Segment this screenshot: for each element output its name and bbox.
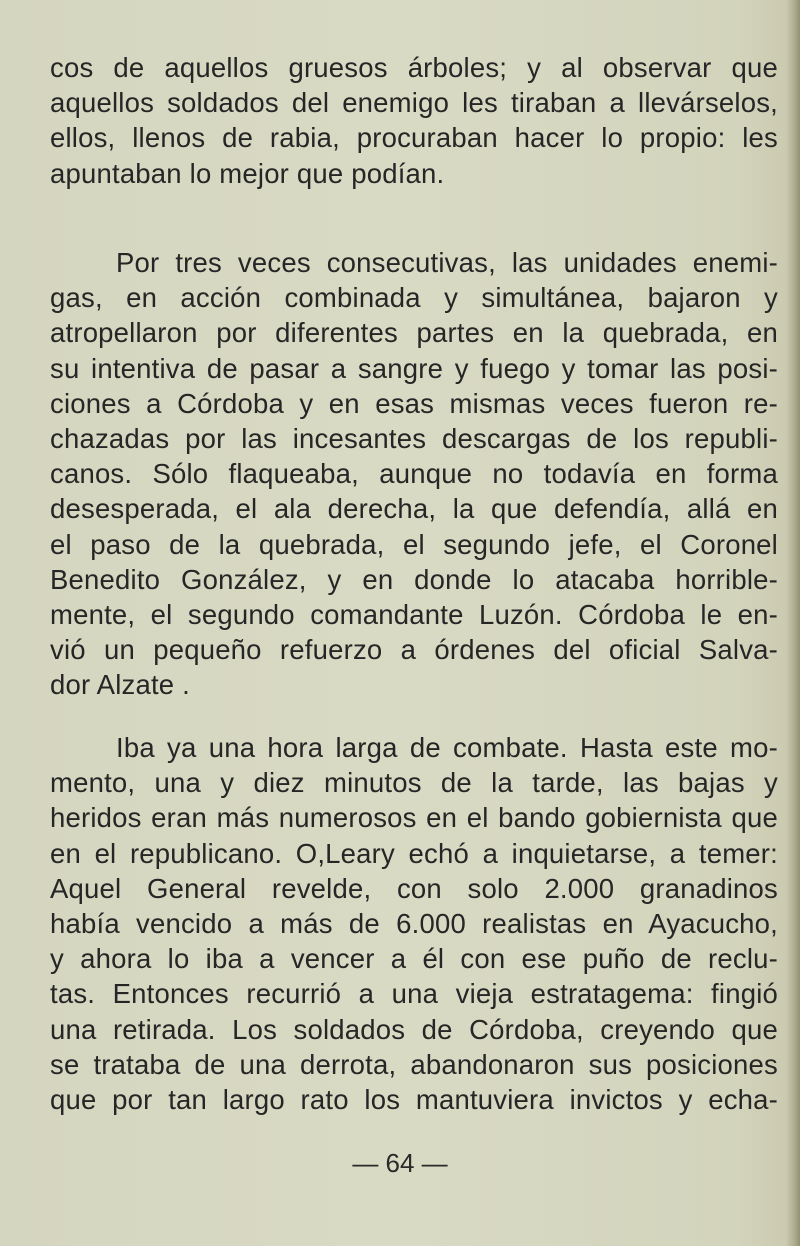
- text-line: mento, una y diez minutos de la tarde, las bajas y: [50, 767, 778, 799]
- text-line: gas, en acción combinada y simultánea, bajaron y: [50, 282, 778, 314]
- text-line: cos de aquellos gruesos árboles; y al observar que: [50, 52, 778, 83]
- text-line: Por tres veces consecutivas, las unidades enemi-: [116, 247, 778, 278]
- text-line: en el republicano. O,Leary echó a inquietarse, a temer:: [50, 837, 778, 869]
- text-line: vió un pequeño refuerzo a órdenes del oficial Salva-: [50, 634, 778, 666]
- text-line: y ahora lo iba a vencer a él con ese puño de reclu-: [50, 943, 778, 975]
- text-line: canos. Sólo flaqueaba, aunque no todavía en forma: [50, 458, 778, 490]
- page-number: — 64 —: [352, 1148, 448, 1178]
- text-line: tas. Entonces recurrió a una vieja estratagema: fingió: [50, 978, 778, 1010]
- text-line: mente, el segundo comandante Luzón. Córdoba le en-: [50, 599, 778, 631]
- paragraph-3: [50, 730, 778, 1117]
- text-line: Aquel General revelde, con solo 2.000 granadinos: [50, 872, 778, 904]
- text-line: Benedito González, y en donde lo atacaba horrible-: [50, 563, 778, 595]
- page-edge-shadow: [786, 0, 800, 1246]
- text-line: había vencido a más de 6.000 realistas en Ayacucho,: [50, 908, 778, 940]
- text-line: dor Alzate .: [50, 669, 190, 701]
- text-line: el paso de la quebrada, el segundo jefe, el Coronel: [50, 528, 778, 560]
- paragraph-1: [50, 50, 778, 191]
- text-line: ellos, llenos de rabia, procuraban hacer lo propio: les: [50, 122, 778, 154]
- text-line: que por tan largo rato los mantuviera invictos y echa-: [50, 1084, 778, 1116]
- paragraph-2: [50, 245, 778, 703]
- text-line: apuntaban lo mejor que podían.: [50, 157, 445, 189]
- text-line: desesperada, el ala derecha, la que defendía, allá en: [50, 493, 778, 525]
- text-line: Iba ya una hora larga de combate. Hasta este mo-: [116, 732, 778, 763]
- text-line: una retirada. Los soldados de Córdoba, creyendo que: [50, 1013, 778, 1045]
- text-line: chazadas por las incesantes descargas de los republi-: [50, 423, 778, 455]
- text-line: atropellaron por diferentes partes en la quebrada, en: [50, 317, 778, 349]
- text-line: ciones a Córdoba y en esas mismas veces fueron re-: [50, 387, 778, 419]
- text-line: se trataba de una derrota, abandonaron sus posiciones: [50, 1048, 778, 1080]
- text-line: heridos eran más numerosos en el bando gobiernista que: [50, 802, 778, 834]
- text-line: aquellos soldados del enemigo les tiraban a llevárselos,: [50, 87, 778, 119]
- text-line: su intentiva de pasar a sangre y fuego y tomar las posi-: [50, 352, 778, 384]
